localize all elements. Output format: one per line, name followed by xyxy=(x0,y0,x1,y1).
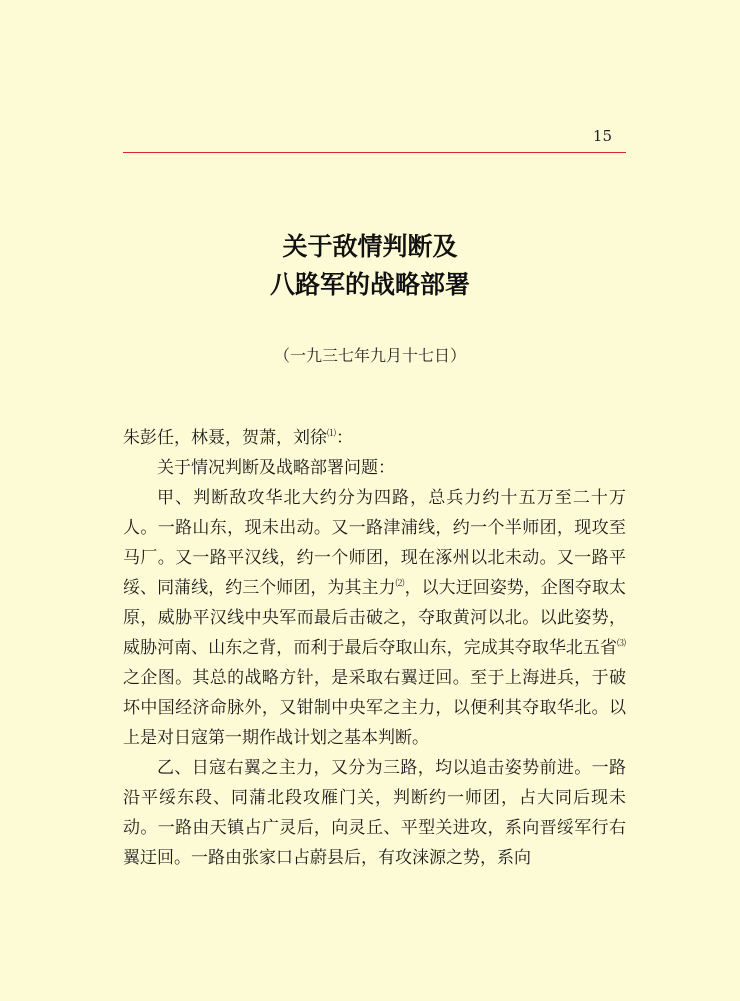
body-text xyxy=(123,423,626,873)
paragraph-b: 乙、日寇右翼之主力，又分为三路，均以追击姿势前进。一路沿平绥东段、同蒲北段攻雁门关，判断约一师团，占大同后现未动。一路由天镇占广灵后，向灵丘、平型关进攻，系向晋绥军行右翼迂回。一路由张家口占蔚县后，有攻涞源之势，系向 xyxy=(123,758,626,868)
paragraph-intro: 关于情况判断及战略部署问题： xyxy=(157,458,395,478)
footnote-marker: ⑴ xyxy=(327,429,337,439)
chapter-title-line-2: 八路军的战略部署 xyxy=(269,270,470,299)
page-number: 15 xyxy=(592,127,612,145)
footnote-marker: ⑶ xyxy=(616,639,626,649)
footnote-marker: ⑵ xyxy=(395,579,405,589)
salutation-colon: ： xyxy=(336,428,354,448)
document-date: （一九三七年九月十七日） xyxy=(273,346,466,365)
paragraph-a xyxy=(123,483,626,753)
chapter-title xyxy=(0,228,740,304)
salutation xyxy=(123,423,626,453)
chapter-title-line-1: 关于敌情判断及 xyxy=(282,232,458,261)
salutation-text: 朱彭任，林聂，贺萧，刘徐 xyxy=(123,428,327,448)
paragraph-a-text-1: 甲、判断敌攻华北大约分为四路，总兵力约十五万至二十万人。一路山东，现未出动。又一路津浦线，约一个半师团，现攻至马厂。又一路平汉线，约一个师团，现在涿州以北未动。又一路平绥、同蒲线，约三个师团，为其主力 xyxy=(123,488,626,598)
paragraph-a-text-3: 之企图。其总的战略方针，是采取右翼迂回。至于上海进兵，于破坏中国经济命脉外，又钳制中央军之主力，以便利其夺取华北。以上是对日寇第一期作战计划之基本判断。 xyxy=(123,668,626,748)
header-rule xyxy=(123,152,626,153)
paragraph-a-text-2: ，以大迂回姿势，企图夺取太原，威胁平汉线中央军而最后击破之，夺取黄河以北。以此姿势，威胁河南、山东之背，而利于最后夺取山东，完成其夺取华北五省 xyxy=(123,578,627,658)
